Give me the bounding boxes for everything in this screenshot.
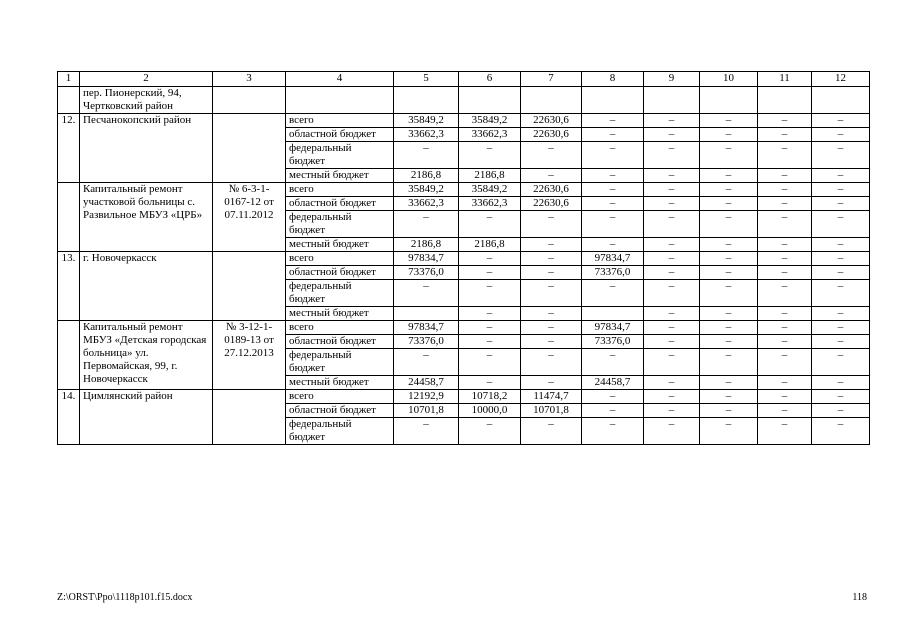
- amount-cell: –: [394, 349, 459, 376]
- funding-source-cell: местный бюджет: [286, 238, 394, 252]
- column-number-header: 7: [521, 72, 582, 87]
- amount-cell: –: [758, 390, 812, 404]
- amount-cell: 2186,8: [459, 238, 521, 252]
- amount-cell: –: [644, 142, 700, 169]
- amount-cell: –: [582, 349, 644, 376]
- amount-cell: –: [521, 376, 582, 390]
- amount-cell: –: [521, 307, 582, 321]
- amount-cell: –: [700, 349, 758, 376]
- amount-cell: –: [644, 128, 700, 142]
- amount-cell: –: [758, 252, 812, 266]
- amount-cell: 97834,7: [582, 321, 644, 335]
- amount-cell: 73376,0: [394, 266, 459, 280]
- amount-cell: –: [582, 238, 644, 252]
- amount-cell: –: [758, 128, 812, 142]
- amount-cell: 73376,0: [582, 335, 644, 349]
- amount-cell: –: [758, 266, 812, 280]
- amount-cell: –: [700, 376, 758, 390]
- document-cell: № 3-12-1-0189-13 от 27.12.2013: [213, 321, 286, 390]
- amount-cell: –: [459, 349, 521, 376]
- amount-cell: 22630,6: [521, 197, 582, 211]
- amount-cell: –: [812, 404, 870, 418]
- amount-cell: –: [459, 280, 521, 307]
- amount-cell: 33662,3: [459, 128, 521, 142]
- amount-cell: 35849,2: [459, 183, 521, 197]
- column-number-header: 12: [812, 72, 870, 87]
- amount-cell: –: [700, 266, 758, 280]
- row-number-cell: [58, 87, 80, 114]
- amount-cell: 24458,7: [394, 376, 459, 390]
- amount-cell: –: [644, 307, 700, 321]
- amount-cell: –: [812, 183, 870, 197]
- amount-cell: –: [459, 418, 521, 445]
- amount-cell: –: [812, 266, 870, 280]
- amount-cell: –: [644, 183, 700, 197]
- amount-cell: –: [700, 404, 758, 418]
- amount-cell: 22630,6: [521, 114, 582, 128]
- amount-cell: –: [644, 197, 700, 211]
- amount-cell: [394, 307, 459, 321]
- amount-cell: –: [812, 142, 870, 169]
- amount-cell: –: [812, 376, 870, 390]
- funding-source-cell: областной бюджет: [286, 335, 394, 349]
- amount-cell: 10701,8: [521, 404, 582, 418]
- row-number-cell: [58, 183, 80, 252]
- amount-cell: 35849,2: [394, 183, 459, 197]
- amount-cell: –: [582, 404, 644, 418]
- amount-cell: –: [459, 335, 521, 349]
- amount-cell: 2186,8: [459, 169, 521, 183]
- row-number-cell: 14.: [58, 390, 80, 445]
- amount-cell: –: [459, 142, 521, 169]
- amount-cell: –: [812, 349, 870, 376]
- amount-cell: –: [700, 390, 758, 404]
- table-row: [58, 183, 870, 197]
- column-number-header: 1: [58, 72, 80, 87]
- amount-cell: –: [644, 238, 700, 252]
- amount-cell: –: [758, 238, 812, 252]
- column-number-header: 3: [213, 72, 286, 87]
- amount-cell: 10701,8: [394, 404, 459, 418]
- amount-cell: –: [758, 114, 812, 128]
- amount-cell: 97834,7: [394, 252, 459, 266]
- table-row: [58, 87, 870, 114]
- amount-cell: –: [582, 169, 644, 183]
- amount-cell: –: [758, 169, 812, 183]
- amount-cell: [582, 307, 644, 321]
- funding-source-cell: областной бюджет: [286, 197, 394, 211]
- amount-cell: 73376,0: [394, 335, 459, 349]
- funding-source-cell: федеральный бюджет: [286, 211, 394, 238]
- funding-source-cell: всего: [286, 390, 394, 404]
- document-cell: [213, 114, 286, 183]
- amount-cell: –: [521, 238, 582, 252]
- table-row: [58, 252, 870, 266]
- amount-cell: –: [812, 321, 870, 335]
- funding-source-cell: всего: [286, 252, 394, 266]
- amount-cell: 97834,7: [582, 252, 644, 266]
- amount-cell: –: [644, 349, 700, 376]
- amount-cell: –: [758, 418, 812, 445]
- amount-cell: –: [700, 335, 758, 349]
- document-cell: [213, 252, 286, 321]
- amount-cell: –: [758, 349, 812, 376]
- amount-cell: –: [700, 418, 758, 445]
- amount-cell: [758, 87, 812, 114]
- amount-cell: –: [758, 404, 812, 418]
- amount-cell: 35849,2: [459, 114, 521, 128]
- row-number-cell: 13.: [58, 252, 80, 321]
- amount-cell: –: [812, 280, 870, 307]
- amount-cell: 73376,0: [582, 266, 644, 280]
- amount-cell: –: [700, 211, 758, 238]
- amount-cell: –: [521, 418, 582, 445]
- funding-source-cell: всего: [286, 114, 394, 128]
- amount-cell: –: [459, 321, 521, 335]
- amount-cell: –: [582, 280, 644, 307]
- budget-table: [57, 71, 870, 445]
- amount-cell: –: [812, 307, 870, 321]
- document-cell: [213, 390, 286, 445]
- amount-cell: –: [700, 142, 758, 169]
- amount-cell: 2186,8: [394, 169, 459, 183]
- amount-cell: [812, 87, 870, 114]
- amount-cell: [644, 87, 700, 114]
- amount-cell: –: [758, 211, 812, 238]
- amount-cell: –: [644, 266, 700, 280]
- amount-cell: 22630,6: [521, 183, 582, 197]
- amount-cell: –: [812, 169, 870, 183]
- amount-cell: 12192,9: [394, 390, 459, 404]
- amount-cell: –: [700, 183, 758, 197]
- amount-cell: –: [459, 307, 521, 321]
- amount-cell: –: [812, 211, 870, 238]
- amount-cell: –: [521, 335, 582, 349]
- amount-cell: –: [394, 280, 459, 307]
- amount-cell: –: [582, 114, 644, 128]
- amount-cell: –: [700, 321, 758, 335]
- amount-cell: –: [582, 418, 644, 445]
- amount-cell: –: [582, 197, 644, 211]
- amount-cell: –: [812, 335, 870, 349]
- amount-cell: –: [644, 114, 700, 128]
- table-header-row: [58, 72, 870, 87]
- amount-cell: –: [644, 280, 700, 307]
- object-name-cell: г. Новочеркасск: [80, 252, 213, 321]
- amount-cell: [521, 87, 582, 114]
- amount-cell: 35849,2: [394, 114, 459, 128]
- amount-cell: 33662,3: [394, 197, 459, 211]
- funding-source-cell: областной бюджет: [286, 128, 394, 142]
- footer-filename: Z:\ORST\Ppo\1118p101.f15.docx: [57, 592, 193, 603]
- amount-cell: –: [758, 183, 812, 197]
- table-row: [58, 114, 870, 128]
- amount-cell: –: [521, 169, 582, 183]
- amount-cell: –: [700, 128, 758, 142]
- amount-cell: –: [758, 321, 812, 335]
- column-number-header: 5: [394, 72, 459, 87]
- amount-cell: –: [644, 418, 700, 445]
- amount-cell: –: [394, 211, 459, 238]
- funding-source-cell: местный бюджет: [286, 169, 394, 183]
- column-number-header: 10: [700, 72, 758, 87]
- amount-cell: [700, 87, 758, 114]
- document-cell: [213, 87, 286, 114]
- amount-cell: –: [812, 197, 870, 211]
- table-row: [58, 390, 870, 404]
- amount-cell: 10000,0: [459, 404, 521, 418]
- column-number-header: 2: [80, 72, 213, 87]
- amount-cell: –: [459, 266, 521, 280]
- funding-source-cell: областной бюджет: [286, 404, 394, 418]
- amount-cell: 22630,6: [521, 128, 582, 142]
- amount-cell: –: [700, 280, 758, 307]
- object-name-cell: Капитальный ремонт участковой больницы с. Развильное МБУЗ «ЦРБ»: [80, 183, 213, 252]
- funding-source-cell: местный бюджет: [286, 307, 394, 321]
- amount-cell: 11474,7: [521, 390, 582, 404]
- amount-cell: –: [700, 169, 758, 183]
- table-row: [58, 321, 870, 335]
- amount-cell: –: [812, 128, 870, 142]
- amount-cell: –: [644, 211, 700, 238]
- row-number-cell: [58, 321, 80, 390]
- amount-cell: –: [700, 307, 758, 321]
- amount-cell: –: [700, 252, 758, 266]
- funding-source-cell: федеральный бюджет: [286, 142, 394, 169]
- object-name-cell: Цимлянский район: [80, 390, 213, 445]
- amount-cell: –: [521, 266, 582, 280]
- amount-cell: –: [644, 169, 700, 183]
- amount-cell: –: [644, 335, 700, 349]
- amount-cell: –: [459, 252, 521, 266]
- amount-cell: –: [582, 211, 644, 238]
- amount-cell: –: [644, 321, 700, 335]
- amount-cell: –: [700, 197, 758, 211]
- footer-page-number: 118: [852, 592, 867, 603]
- amount-cell: –: [521, 211, 582, 238]
- amount-cell: –: [582, 128, 644, 142]
- amount-cell: –: [644, 376, 700, 390]
- amount-cell: –: [644, 390, 700, 404]
- amount-cell: –: [812, 418, 870, 445]
- column-number-header: 9: [644, 72, 700, 87]
- funding-source-cell: местный бюджет: [286, 376, 394, 390]
- amount-cell: –: [394, 142, 459, 169]
- amount-cell: –: [521, 349, 582, 376]
- amount-cell: [582, 87, 644, 114]
- amount-cell: –: [700, 114, 758, 128]
- object-name-cell: Песчанокопский район: [80, 114, 213, 183]
- amount-cell: –: [758, 307, 812, 321]
- amount-cell: 10718,2: [459, 390, 521, 404]
- amount-cell: –: [812, 252, 870, 266]
- object-name-cell: пер. Пионерский, 94, Чертковский район: [80, 87, 213, 114]
- amount-cell: 33662,3: [394, 128, 459, 142]
- amount-cell: 2186,8: [394, 238, 459, 252]
- amount-cell: –: [582, 390, 644, 404]
- amount-cell: –: [758, 280, 812, 307]
- funding-source-cell: федеральный бюджет: [286, 418, 394, 445]
- amount-cell: –: [758, 197, 812, 211]
- amount-cell: –: [582, 183, 644, 197]
- column-number-header: 4: [286, 72, 394, 87]
- amount-cell: –: [394, 418, 459, 445]
- amount-cell: –: [459, 376, 521, 390]
- amount-cell: –: [758, 335, 812, 349]
- funding-source-cell: федеральный бюджет: [286, 349, 394, 376]
- document-cell: № 6-3-1-0167-12 от 07.11.2012: [213, 183, 286, 252]
- funding-source-cell: [286, 87, 394, 114]
- funding-source-cell: всего: [286, 183, 394, 197]
- funding-source-cell: областной бюджет: [286, 266, 394, 280]
- amount-cell: –: [758, 376, 812, 390]
- amount-cell: 24458,7: [582, 376, 644, 390]
- funding-source-cell: всего: [286, 321, 394, 335]
- amount-cell: –: [758, 142, 812, 169]
- amount-cell: [394, 87, 459, 114]
- column-number-header: 6: [459, 72, 521, 87]
- amount-cell: –: [644, 404, 700, 418]
- funding-source-cell: федеральный бюджет: [286, 280, 394, 307]
- amount-cell: –: [521, 321, 582, 335]
- amount-cell: –: [521, 142, 582, 169]
- amount-cell: –: [812, 114, 870, 128]
- amount-cell: –: [644, 252, 700, 266]
- amount-cell: –: [521, 280, 582, 307]
- object-name-cell: Капитальный ремонт МБУЗ «Детская городская больница» ул. Первомайская, 99, г. Новочеркасск: [80, 321, 213, 390]
- column-number-header: 8: [582, 72, 644, 87]
- row-number-cell: 12.: [58, 114, 80, 183]
- amount-cell: –: [459, 211, 521, 238]
- amount-cell: –: [812, 238, 870, 252]
- amount-cell: –: [521, 252, 582, 266]
- amount-cell: –: [812, 390, 870, 404]
- amount-cell: –: [700, 238, 758, 252]
- column-number-header: 11: [758, 72, 812, 87]
- amount-cell: 33662,3: [459, 197, 521, 211]
- amount-cell: [459, 87, 521, 114]
- amount-cell: –: [582, 142, 644, 169]
- amount-cell: 97834,7: [394, 321, 459, 335]
